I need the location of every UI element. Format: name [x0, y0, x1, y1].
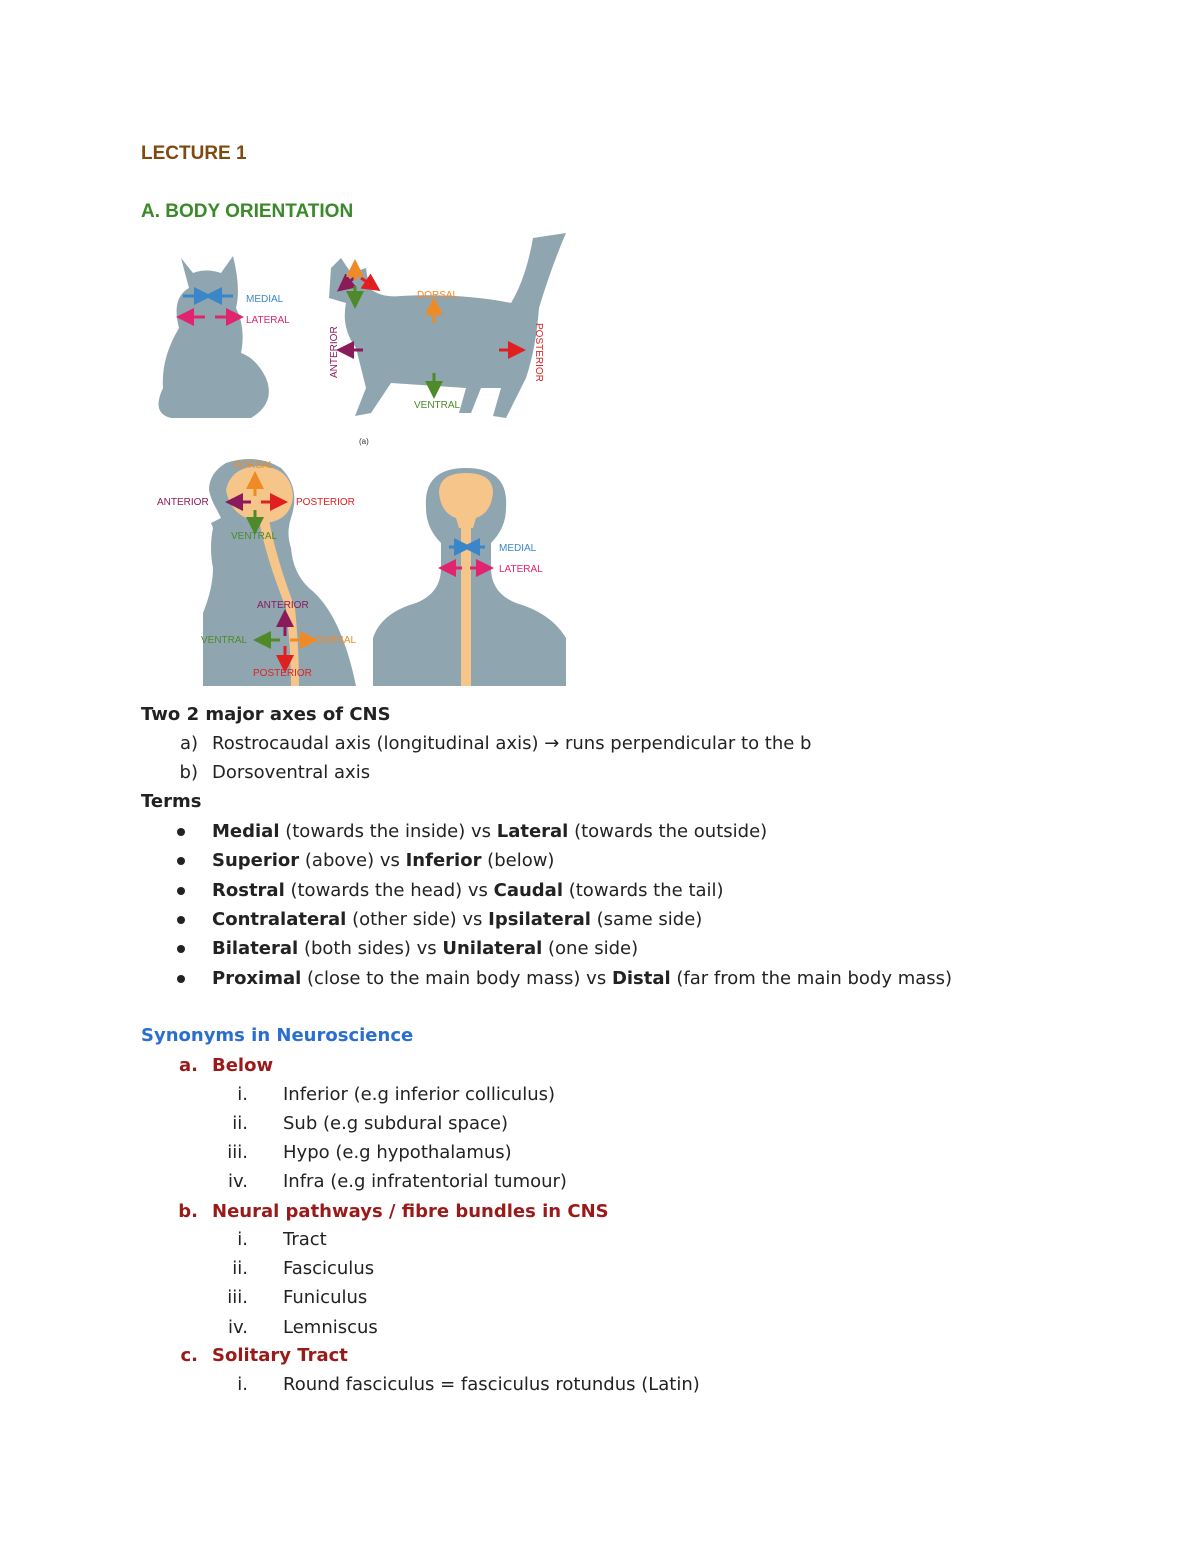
human-side-ventral-label: VENTRAL	[231, 531, 278, 542]
group-label-neural-pathways: Neural pathways / fibre bundles in CNS	[212, 1201, 609, 1222]
item-marker: iii.	[227, 1142, 248, 1163]
cat-front-lateral-label: LATERAL	[246, 315, 290, 326]
list-item: Funiculus	[283, 1287, 368, 1308]
cat-side-ventral-label: VENTRAL	[414, 400, 461, 411]
cat-front-medial-label: MEDIAL	[246, 294, 284, 305]
term-item: Medial (towards the inside) vs Lateral (towards the outside)	[212, 821, 768, 842]
list-item: Sub (e.g subdural space)	[283, 1113, 508, 1134]
bullet-icon	[177, 857, 185, 865]
list-item: Tract	[283, 1229, 327, 1250]
item-marker: ii.	[232, 1258, 248, 1279]
bullet-icon	[177, 916, 185, 924]
item-marker: i.	[237, 1374, 248, 1395]
axes-heading: Two 2 major axes of CNS	[141, 704, 391, 725]
list-item: Fasciculus	[283, 1258, 375, 1279]
axes-item-marker: b)	[179, 762, 198, 783]
group-label-solitary-tract: Solitary Tract	[212, 1345, 348, 1366]
axes-item-text: Dorsoventral axis	[212, 762, 371, 783]
human-side-dorsal-label: DORSAL	[233, 460, 275, 471]
cat-side-caption: (a)	[359, 437, 369, 446]
list-item: Inferior (e.g inferior colliculus)	[283, 1084, 556, 1105]
list-item: Infra (e.g infratentorial tumour)	[283, 1171, 567, 1192]
list-item: Hypo (e.g hypothalamus)	[283, 1142, 512, 1163]
group-marker: b.	[178, 1201, 198, 1222]
terms-heading: Terms	[141, 791, 202, 812]
group-marker: c.	[180, 1345, 198, 1366]
list-item: Lemniscus	[283, 1317, 378, 1338]
cat-side-posterior-label: POSTERIOR	[533, 323, 544, 382]
human-front-medial-label: MEDIAL	[499, 543, 537, 554]
human-side-illustration	[157, 459, 357, 686]
cat-front-illustration	[159, 256, 291, 418]
item-marker: iv.	[228, 1171, 248, 1192]
term-item: Contralateral (other side) vs Ipsilateral (same side)	[212, 909, 703, 930]
human-side-posterior-label: POSTERIOR	[296, 497, 355, 508]
cat-side-illustration	[329, 233, 566, 446]
item-marker: i.	[237, 1229, 248, 1250]
spine-ventral-label: VENTRAL	[201, 635, 248, 646]
bullet-icon	[177, 828, 185, 836]
list-item: Round fasciculus = fasciculus rotundus (Latin)	[283, 1374, 700, 1395]
group-label-below: Below	[212, 1055, 274, 1076]
cat-side-dorsal-label: DORSAL	[417, 290, 459, 301]
item-marker: i.	[237, 1084, 248, 1105]
human-front-lateral-label: LATERAL	[499, 564, 543, 575]
bullet-icon	[177, 975, 185, 983]
term-item: Rostral (towards the head) vs Caudal (towards the tail)	[212, 880, 724, 901]
group-marker: a.	[179, 1055, 198, 1076]
body-orientation-figure	[141, 228, 571, 686]
spine-dorsal-label: DORSAL	[315, 635, 357, 646]
axes-item-text: Rostrocaudal axis (longitudinal axis) → runs perpendicular to the b	[212, 733, 812, 754]
cat-side-anterior-label: ANTERIOR	[329, 326, 340, 378]
term-item: Bilateral (both sides) vs Unilateral (one side)	[212, 938, 639, 959]
spine-posterior-label: POSTERIOR	[253, 668, 312, 679]
axes-item-marker: a)	[179, 733, 198, 754]
item-marker: ii.	[232, 1113, 248, 1134]
synonyms-heading: Synonyms in Neuroscience	[141, 1025, 414, 1046]
section-heading-body-orientation: A. BODY ORIENTATION	[141, 201, 354, 222]
term-item: Proximal (close to the main body mass) vs Distal (far from the main body mass)	[212, 968, 953, 989]
bullet-icon	[177, 945, 185, 953]
bullet-icon	[177, 887, 185, 895]
item-marker: iv.	[228, 1317, 248, 1338]
item-marker: iii.	[227, 1287, 248, 1308]
human-front-illustration	[373, 468, 566, 686]
spine-anterior-label: ANTERIOR	[257, 600, 309, 611]
page-title: LECTURE 1	[141, 143, 247, 164]
human-side-anterior-label: ANTERIOR	[157, 497, 209, 508]
term-item: Superior (above) vs Inferior (below)	[212, 850, 555, 871]
